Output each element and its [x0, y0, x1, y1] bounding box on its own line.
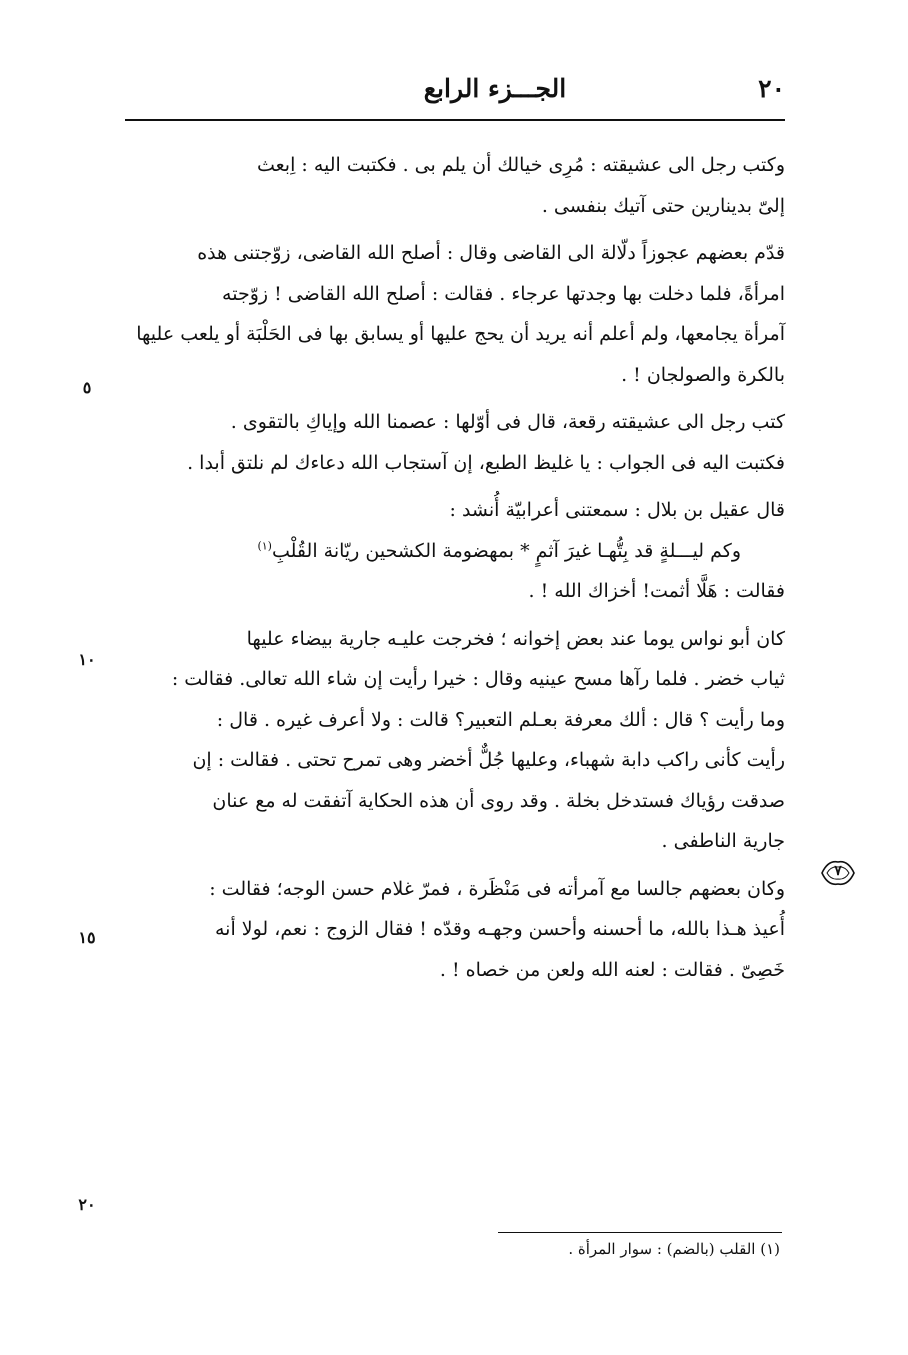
- margin-line-number: ٥: [82, 378, 92, 397]
- page-header: [125, 62, 785, 120]
- text-line: كتب رجل الى عشيقته رقعة، قال فى أوّلها : عصمنا الله وإياكِ بالتقوى .: [230, 411, 785, 433]
- margin-line-number: ١٥: [78, 928, 96, 947]
- ornament-seal: [818, 858, 858, 888]
- text-line: وما رأيت ؟ قال : ألك معرفة بعـلم التعبير؟ قالت : ولا أعرف غيره . قال :: [216, 708, 785, 731]
- text-line: فكتبت اليه فى الجواب : يا غليظ الطبع، إن آستجاب الله دعاءك لم نلتق أبدا .: [187, 451, 785, 474]
- header-rule: [125, 119, 785, 121]
- text-line: وكان بعضهم جالسا مع آمرأته فى مَنْظَرة ، فمرّ غلام حسن الوجه؛ فقالت :: [209, 877, 785, 900]
- text-line: رأيت كأنى راكب دابة شهباء، وعليها جُلٌّ أخضر وهى تمرح تحتى . فقالت : إن: [192, 749, 785, 771]
- text-line: بالكرة والصولجان ! .: [621, 363, 785, 386]
- text-line: صدقت رؤياك فستدخل بخلة . وقد روى أن هذه الحكاية آتفقت له مع عنان: [212, 789, 785, 812]
- margin-line-number: ١٠: [78, 650, 96, 669]
- paragraph: [125, 402, 785, 483]
- verse-line: [125, 531, 785, 572]
- paragraph: [125, 869, 785, 991]
- paragraph: [125, 145, 785, 226]
- margin-line-number: ٢٠: [78, 1195, 96, 1214]
- footnote: (١) القلب (بالضم) : سوار المرأة .: [568, 1240, 780, 1258]
- text-line: فقالت : هَلَّا أثمت! أخزاك الله ! .: [528, 580, 785, 602]
- text-line: أُعيذ هـذا بالله، ما أحسنه وأحسن وجهـه وقدّه ! فقال الزوج : نعم، لولا أنه: [214, 918, 785, 940]
- verse-text: وكم ليـــلةٍ قد بِتُّهـا غيرَ آثمٍ * بمهضومة الكشحين ريّانة القُلْبِ: [271, 539, 741, 562]
- text-line: آمرأة يجامعها، ولم أعلم أنه يريد أن يحج عليها أو يسابق بها فى الحَلْبَة أو يلعب عليها: [136, 323, 785, 345]
- paragraph: [125, 490, 785, 612]
- text-line: قدّم بعضهم عجوزاً دلّالة الى القاضى وقال : أصلح الله القاضى، زوّجتنى هذه: [197, 242, 785, 264]
- paragraph: [125, 619, 785, 862]
- footnote-rule: [498, 1232, 782, 1233]
- text-line: وكتب رجل الى عشيقته : مُرِى خيالك أن يلم بى . فكتبت اليه : اِبعث: [256, 154, 785, 176]
- text-line: خَصِىّ . فقالت : لعنه الله ولعن من خصاه ! .: [439, 958, 785, 981]
- ornament-number: ٧: [834, 863, 842, 879]
- text-line: جارية الناطفى .: [661, 830, 785, 852]
- paragraph: [125, 233, 785, 395]
- footnote-reference: (١): [257, 539, 272, 553]
- text-line: قال عقيل بن بلال : سمعتنى أعرابيّة أُنشد :: [449, 499, 785, 521]
- text-line: امرأةً، فلما دخلت بها وجدتها عرجاء . فقالت : أصلح الله القاضى ! زوّجته: [222, 282, 785, 305]
- running-title: الجـــزء الرابع: [423, 74, 567, 103]
- body-text: [125, 145, 785, 990]
- text-line: ثياب خضر . فلما رآها مسح عينيه وقال : خيرا رأيت إن شاء الله تعالى. فقالت :: [171, 668, 785, 690]
- page-number: ٢٠: [758, 74, 785, 103]
- text-line: كان أبو نواس يوما عند بعض إخوانه ؛ فخرجت عليـه جارية بيضاء عليها: [246, 627, 785, 650]
- text-line: إلىّ بدينارين حتى آتيك بنفسى .: [541, 194, 785, 217]
